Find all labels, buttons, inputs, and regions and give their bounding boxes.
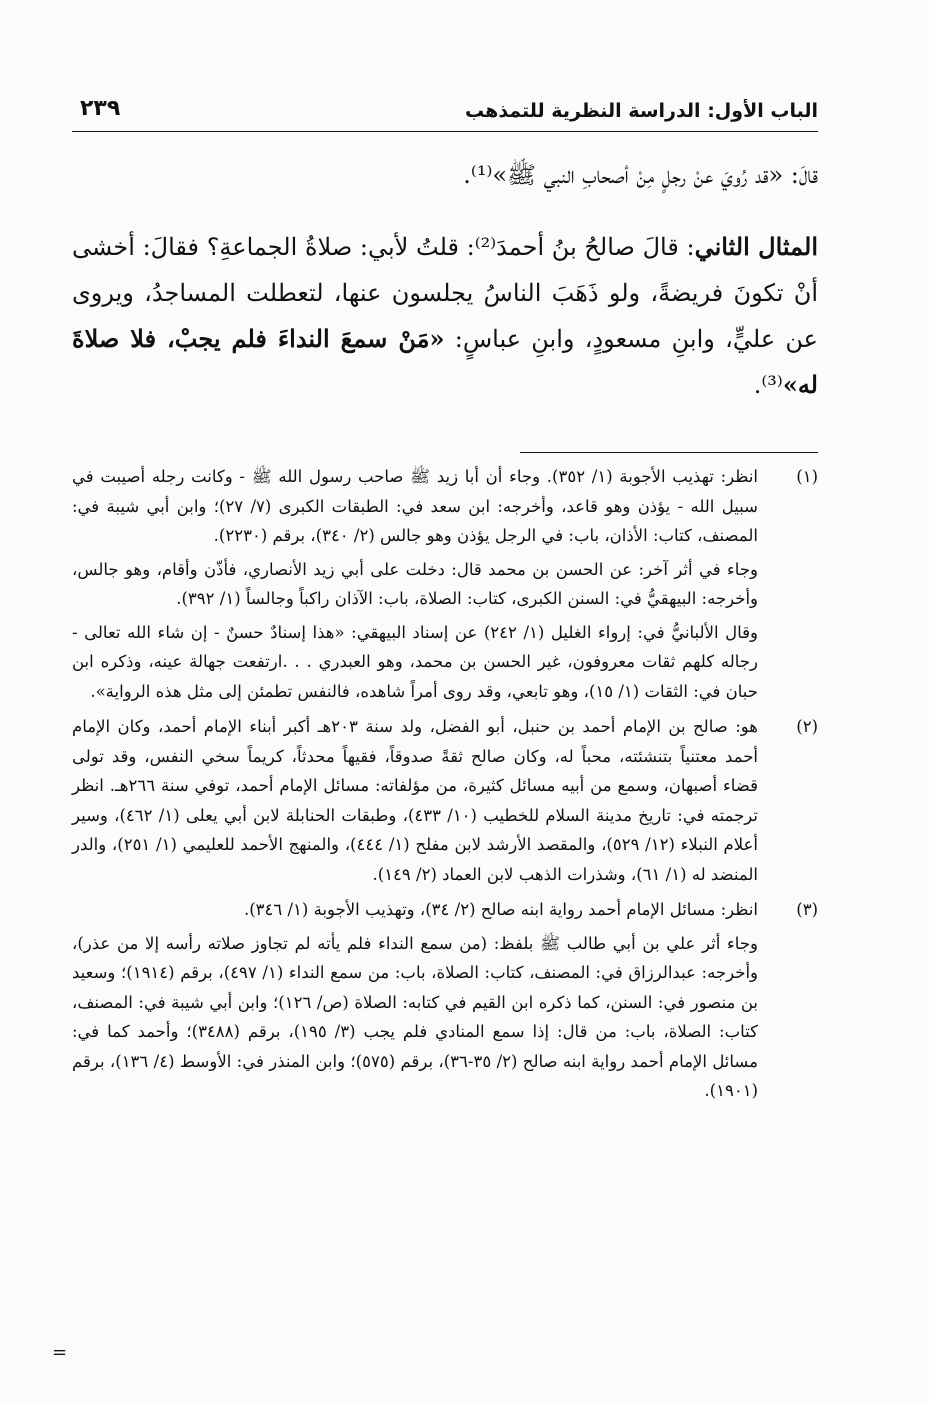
page-header	[72, 96, 818, 132]
footnote-number: (٣)	[796, 900, 818, 919]
footnote-2	[72, 712, 818, 889]
continuation-mark: =	[52, 1342, 68, 1363]
quote-line: قالَ: «قد رُويَ عنْ رجلٍ مِنْ أصحابِ النبي ﷺ»⁽¹⁾.	[463, 161, 818, 189]
footnote-paragraph: انظر: مسائل الإمام أحمد رواية ابنه صالح (٢/ ٣٤)، وتهذيب الأجوبة (١/ ٣٤٦).	[243, 900, 758, 919]
footnote-separator	[520, 452, 818, 453]
paragraph-end: ⁽³⁾.	[753, 371, 783, 399]
footnote-number: (١)	[796, 467, 818, 486]
footnote-3	[72, 895, 818, 1106]
main-text	[72, 152, 818, 408]
footnote-paragraph: وقال الألبانيُّ في: إرواء الغليل (١/ ٢٤٢) عن إسناد البيهقي: «هذا إسنادٌ حسنٌ - إن شاء الله تعالى - رجاله كلهم ثقات معروفون، غير الحسن بن محمد، وهو العبدري . . .ارتفعت جهالة عينه، وذكره ابن حبان في: الثقات (١/ ١٥)، وهو تابعي، وقد روى أمراً شاهده، فالنفس تطمئن إلى مثل هذه الرواية».	[72, 622, 759, 701]
footnote-paragraph: هو: صالح بن الإمام أحمد بن حنبل، أبو الفضل، ولد سنة ٢٠٣هـ أكبر أبناء الإمام أحمد، وكان الإمام أحمد معتنياً بتنشئته، محباً له، وكان صالح ثقةً صدوقاً، فقيهاً محدثاً، كريماً سخي النفس، وقد تولى قضاء أصبهان، وسمع من أبيه مسائل كثيرة، من مؤلفاته: مسائل الإمام أحمد، توفي سنة ٢٦٦هـ. انظر ترجمته في: تاريخ مدينة السلام للخطيب (١٠/ ٤٣٣)، وطبقات الحنابلة لابن أبي يعلى (١/ ٤٦٢)، وسير أعلام النبلاء (١٢/ ٥٢٩)، والمقصد الأرشد لابن مفلح (١/ ٤٤٤)، والمنهج الأحمد للعليمي (١/ ٢٥١)، والدر المنضد له (١/ ٦١)، وشذرات الذهب لابن العماد (٢/ ١٤٩).	[72, 717, 759, 884]
hadith-quote: «مَنْ سمعَ النداءَ فلم يجبْ، فلا صلاةَ له»	[72, 324, 818, 399]
page-number: ٢٣٩	[80, 96, 121, 121]
header-rule	[72, 131, 818, 132]
footnote-paragraph: انظر: تهذيب الأجوبة (١/ ٣٥٢). وجاء أن أبا زيد ﷺ صاحب رسول الله ﷺ - وكانت رجله أصيبت في سبيل الله - يؤذن وهو قاعد، وأخرجه: ابن سعد في: الطبقات الكبرى (٧/ ٢٧)؛ وابن أبي شيبة في: المصنف، كتاب: الأذان، باب: في الرجل يؤذن وهو جالس (٢/ ٣٤٠)، برقم (٢٢٣٠).	[72, 467, 758, 545]
footnote-1	[72, 462, 818, 706]
footnotes	[72, 462, 818, 1112]
example-title: المثال الثاني	[694, 232, 819, 261]
running-title: الباب الأول: الدراسة النظرية للتمذهب	[465, 100, 818, 122]
footnote-number: (٢)	[796, 717, 818, 736]
paragraph-text: : قالَ صالحُ بنُ أحمدَ⁽²⁾: قلتُ لأبي: صلاةُ الجماعةِ؟ فقالَ: أخشى أنْ تكونَ فريضةً، ولو ذَهَبَ الناسُ يجلسون عنها، لتعطلت المساجدُ، ويروى عن عليٍّ، وابنِ مسعودٍ، وابنِ عباسٍ:	[72, 233, 818, 353]
example-paragraph	[72, 224, 818, 408]
footnote-paragraph: وجاء أثر علي بن أبي طالب ﷺ بلفظ: (من سمع النداء فلم يأته لم تجاوز صلاته رأسه إلا من عذر)، وأخرجه: عبدالرزاق في: المصنف، كتاب: الصلاة، باب: من سمع النداء (١/ ٤٩٧)، برقم (١٩١٤)؛ وسعيد بن منصور في: السنن، كما ذكره ابن القيم في كتابه: الصلاة (ص/ ١٢٦)؛ وابن أبي شيبة في: المصنف، كتاب: الصلاة، باب: من قال: إذا سمع المنادي فلم يجب (٣/ ١٩٥)، برقم (٣٤٨٨)؛ وأحمد كما في: مسائل الإمام أحمد رواية ابنه صالح (٢/ ٣٥-٣٦)، برقم (٥٧٥)؛ وابن المنذر في: الأوسط (٤/ ١٣٦)، برقم (١٩٠١).	[72, 933, 758, 1100]
footnote-paragraph: وجاء في أثر آخر: عن الحسن بن محمد قال: دخلت على أبي زيد الأنصاري، فأذّن وأقام، وهو جالس، وأخرجه: البيهقيُّ في: السنن الكبرى، كتاب: الصلاة، باب: الآذان راكباً وجالساً (١/ ٣٩٢).	[72, 559, 758, 608]
